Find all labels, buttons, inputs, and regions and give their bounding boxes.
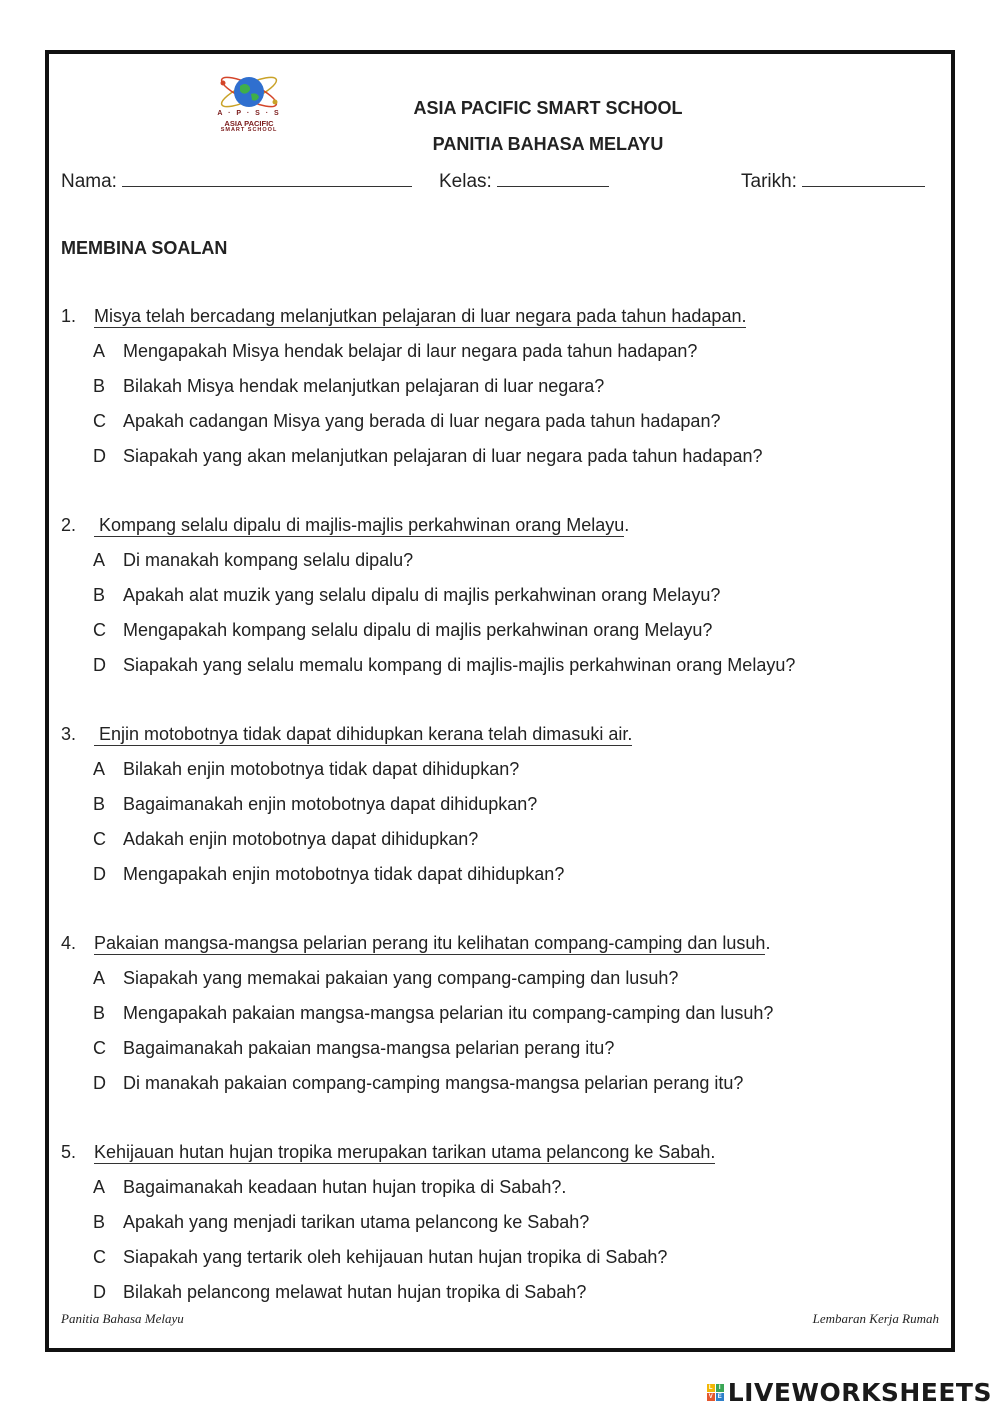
question-tail: .	[624, 515, 630, 535]
option-letter: B	[93, 1003, 106, 1023]
option-text: Apakah cadangan Misya yang berada di luar negara pada tahun hadapan?	[123, 411, 721, 431]
option-letter: D	[93, 864, 106, 884]
tarikh-field[interactable]	[741, 168, 925, 193]
option-letter: C	[93, 411, 106, 431]
option-letter: C	[93, 620, 106, 640]
option-letter: A	[93, 550, 106, 570]
option-d[interactable]	[61, 444, 941, 479]
question-text: Misya telah bercadang melanjutkan pelajaran di luar negara pada tahun hadapan.	[94, 306, 747, 326]
question-stem	[61, 722, 941, 757]
nama-label: Nama:	[61, 171, 117, 192]
question-number: 1.	[61, 306, 77, 326]
tarikh-blank-line[interactable]	[802, 168, 925, 187]
question-number: 4.	[61, 933, 77, 953]
option-b[interactable]	[61, 1210, 941, 1245]
option-text: Bilakah pelancong melawat hutan hujan tropika di Sabah?	[123, 1282, 587, 1302]
option-a[interactable]	[61, 548, 941, 583]
liveworksheets-brand	[707, 1377, 992, 1407]
question-1	[61, 304, 941, 479]
footer-left: Panitia Bahasa Melayu	[61, 1311, 184, 1326]
question-number: 5.	[61, 1142, 77, 1162]
option-c[interactable]	[61, 1245, 941, 1280]
logo-abbreviation: A · P · S · S	[217, 110, 281, 117]
option-letter: A	[93, 1177, 106, 1197]
option-letter: B	[93, 585, 106, 605]
question-text: Kehijauan hutan hujan tropika merupakan tarikan utama pelancong ke Sabah.	[94, 1142, 716, 1162]
brand-mark-letter: I	[716, 1384, 724, 1392]
option-letter: D	[93, 446, 106, 466]
option-letter: D	[93, 655, 106, 675]
footer-right: Lembaran Kerja Rumah	[812, 1311, 939, 1326]
liveworksheets-logo-icon	[707, 1384, 724, 1401]
option-letter: C	[93, 1038, 106, 1058]
kelas-label: Kelas:	[439, 171, 492, 192]
question-text: Kompang selalu dipalu di majlis-majlis perkahwinan orang Melayu	[94, 515, 625, 535]
option-text: Apakah yang menjadi tarikan utama pelancong ke Sabah?	[123, 1212, 590, 1232]
option-text: Bilakah Misya hendak melanjutkan pelajaran di luar negara?	[123, 376, 605, 396]
option-d[interactable]	[61, 1280, 941, 1315]
option-text: Siapakah yang memakai pakaian yang compang-camping dan lusuh?	[123, 968, 679, 988]
option-text: Mengapakah kompang selalu dipalu di majlis perkahwinan orang Melayu?	[123, 620, 713, 640]
question-4	[61, 931, 941, 1106]
option-b[interactable]	[61, 583, 941, 618]
option-a[interactable]	[61, 1175, 941, 1210]
option-text: Di manakah kompang selalu dipalu?	[123, 550, 414, 570]
option-text: Adakah enjin motobotnya dapat dihidupkan?	[123, 829, 479, 849]
option-text: Siapakah yang akan melanjutkan pelajaran di luar negara pada tahun hadapan?	[123, 446, 763, 466]
question-tail: .	[765, 933, 771, 953]
section-title: MEMBINA SOALAN	[61, 238, 228, 258]
option-letter: A	[93, 759, 106, 779]
option-text: Bagaimanakah pakaian mangsa-mangsa pelarian perang itu?	[123, 1038, 615, 1058]
kelas-field[interactable]	[439, 168, 609, 193]
option-b[interactable]	[61, 374, 941, 409]
kelas-blank-line[interactable]	[497, 168, 609, 187]
school-name: ASIA PACIFIC SMART SCHOOL	[413, 98, 683, 118]
option-c[interactable]	[61, 618, 941, 653]
question-text: Pakaian mangsa-mangsa pelarian perang itu kelihatan compang-camping dan lusuh	[94, 933, 766, 953]
option-c[interactable]	[61, 1036, 941, 1071]
option-text: Di manakah pakaian compang-camping mangsa-mangsa pelarian perang itu?	[123, 1073, 744, 1093]
question-number: 3.	[61, 724, 77, 744]
question-stem	[61, 1140, 941, 1175]
question-3	[61, 722, 941, 897]
option-d[interactable]	[61, 862, 941, 897]
worksheet-page	[45, 50, 955, 1352]
brand-mark-letter: V	[708, 1393, 713, 1400]
option-c[interactable]	[61, 827, 941, 862]
option-text: Bagaimanakah keadaan hutan hujan tropika di Sabah?.	[123, 1177, 567, 1197]
option-text: Bilakah enjin motobotnya tidak dapat dihidupkan?	[123, 759, 520, 779]
brand-mark-letter: L	[707, 1384, 715, 1392]
option-a[interactable]	[61, 757, 941, 792]
option-b[interactable]	[61, 792, 941, 827]
logo-line-1: ASIA PACIFIC	[224, 119, 274, 128]
liveworksheets-wordmark: LIVEWORKSHEETS	[727, 1377, 992, 1407]
option-letter: A	[93, 341, 106, 361]
option-letter: D	[93, 1073, 106, 1093]
option-a[interactable]	[61, 966, 941, 1001]
option-a[interactable]	[61, 339, 941, 374]
question-stem	[61, 304, 941, 339]
option-letter: B	[93, 1212, 106, 1232]
question-2	[61, 513, 941, 688]
option-text: Bagaimanakah enjin motobotnya dapat dihidupkan?	[123, 794, 538, 814]
brand-mark-letter: E	[717, 1393, 722, 1400]
option-text: Mengapakah Misya hendak belajar di laur negara pada tahun hadapan?	[123, 341, 698, 361]
tarikh-label: Tarikh:	[741, 171, 797, 192]
option-b[interactable]	[61, 1001, 941, 1036]
option-letter: D	[93, 1282, 106, 1302]
question-stem	[61, 931, 941, 966]
option-text: Siapakah yang selalu memalu kompang di majlis-majlis perkahwinan orang Melayu?	[123, 655, 796, 675]
nama-blank-line[interactable]	[122, 168, 412, 187]
option-letter: A	[93, 968, 106, 988]
option-letter: C	[93, 829, 106, 849]
question-stem	[61, 513, 941, 548]
option-text: Mengapakah enjin motobotnya tidak dapat dihidupkan?	[123, 864, 565, 884]
panel-name: PANITIA BAHASA MELAYU	[432, 134, 664, 154]
question-number: 2.	[61, 515, 77, 535]
nama-field[interactable]	[61, 168, 412, 193]
question-text: Enjin motobotnya tidak dapat dihidupkan kerana telah dimasuki air.	[94, 724, 633, 744]
logo-line-2: SMART SCHOOL	[220, 127, 278, 133]
option-text: Siapakah yang tertarik oleh kehijauan hutan hujan tropika di Sabah?	[123, 1247, 668, 1267]
question-5	[61, 1140, 941, 1315]
option-d[interactable]	[61, 653, 941, 688]
option-d[interactable]	[61, 1071, 941, 1106]
option-letter: B	[93, 794, 106, 814]
option-text: Mengapakah pakaian mangsa-mangsa pelarian itu compang-camping dan lusuh?	[123, 1003, 774, 1023]
option-letter: C	[93, 1247, 106, 1267]
option-c[interactable]	[61, 409, 941, 444]
option-letter: B	[93, 376, 106, 396]
option-text: Apakah alat muzik yang selalu dipalu di majlis perkahwinan orang Melayu?	[123, 585, 721, 605]
